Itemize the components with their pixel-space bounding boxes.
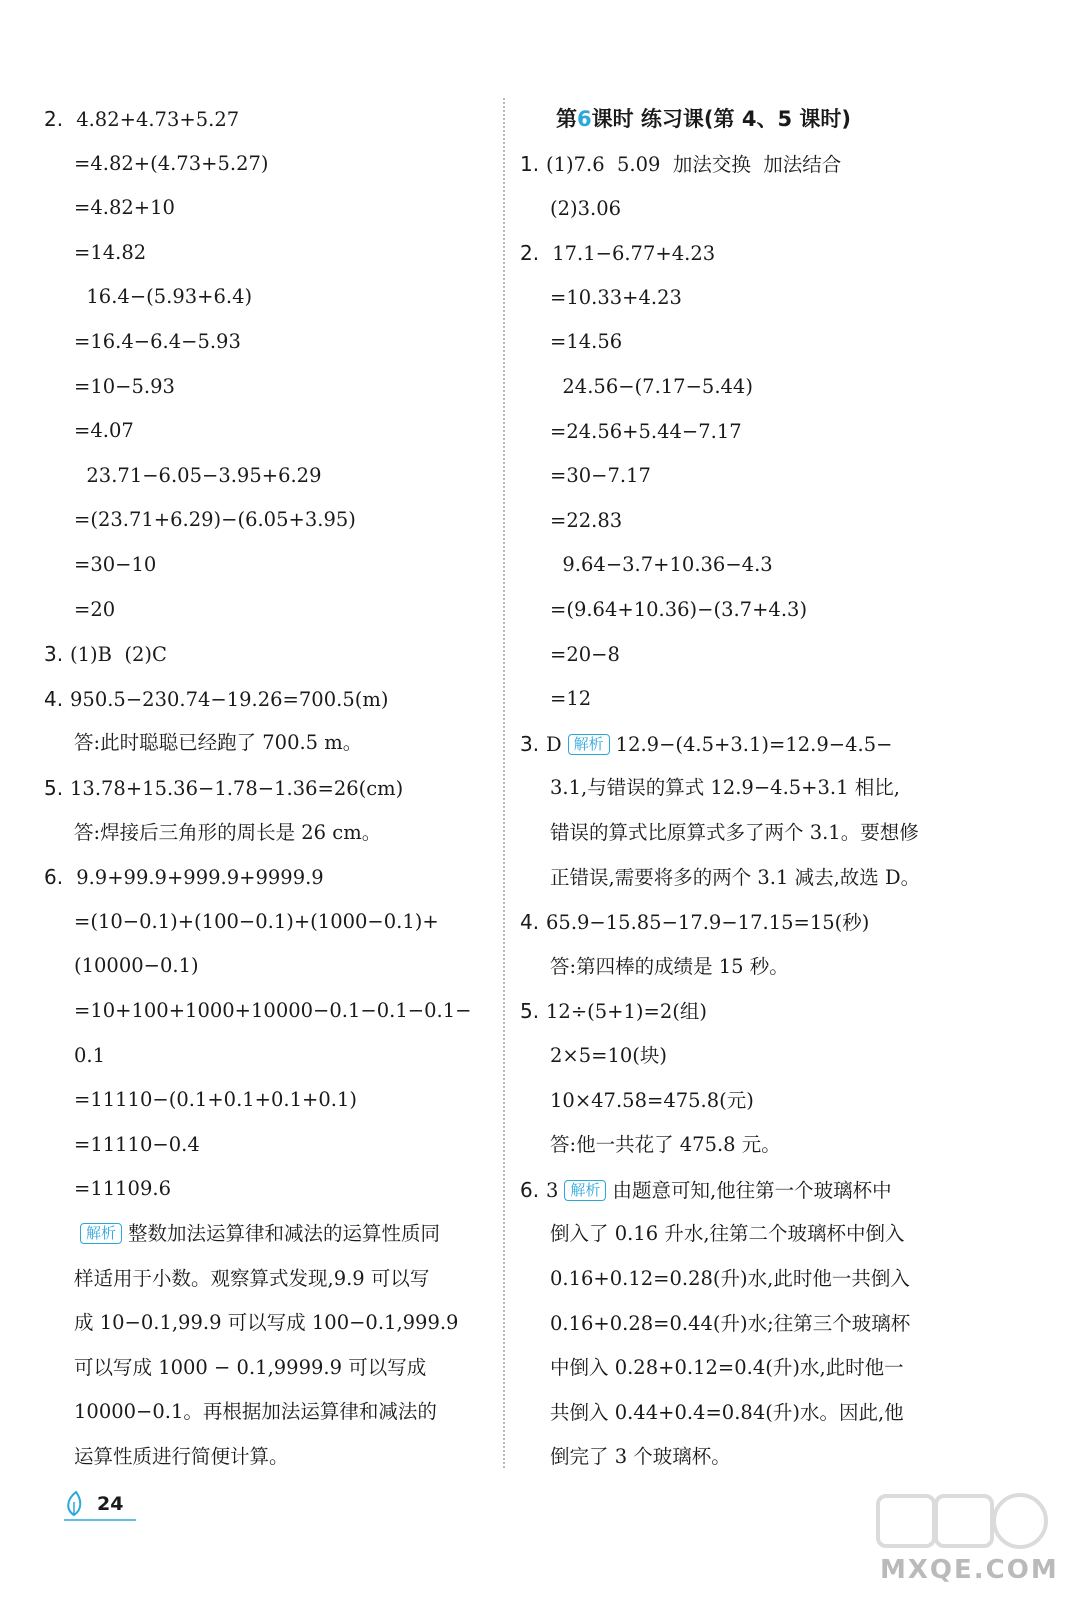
text-line <box>74 597 115 623</box>
line-content: (1)7.6 5.09 加法交换 加法结合 <box>546 153 842 176</box>
line-content: =4.82+(4.73+5.27) <box>74 151 269 175</box>
line-content: =30−7.17 <box>550 464 651 488</box>
question-number: 2. <box>44 107 64 131</box>
text-line <box>74 1132 200 1158</box>
answer-choice: D <box>546 732 562 756</box>
text-line <box>74 1310 458 1336</box>
line-content: =30−10 <box>74 553 157 576</box>
line-content: 答:焊接后三角形的周长是 26 cm。 <box>74 820 382 844</box>
line-content: (1)B (2)C <box>70 643 167 667</box>
line-content: 倒完了 3 个玻璃杯。 <box>550 1445 731 1469</box>
text-line <box>550 1400 904 1426</box>
text-line <box>550 954 789 980</box>
text-line <box>44 641 167 668</box>
answer-choice: 3 <box>546 1178 559 1202</box>
text-line <box>550 642 620 668</box>
text-line <box>550 508 622 534</box>
text-line <box>550 686 591 712</box>
text-line <box>74 463 322 489</box>
line-content: 成 10−0.1,99.9 可以写成 100−0.1,999.9 <box>74 1311 459 1335</box>
line-content: =24.56+5.44−7.17 <box>550 419 742 443</box>
text-line <box>44 864 324 891</box>
text-line <box>550 1311 910 1337</box>
line-content: =10.33+4.23 <box>550 285 682 309</box>
analysis-badge: 解析 <box>80 1223 122 1244</box>
text-line <box>74 820 381 846</box>
text-line <box>520 998 707 1025</box>
text-line <box>74 195 175 221</box>
line-content: 由题意可知,他往第一个玻璃杯中 <box>612 1178 892 1202</box>
line-content: 12.9−(4.5+3.1)=12.9−4.5− <box>615 732 893 756</box>
text-line <box>74 329 241 355</box>
line-content: 答:第四棒的成绩是 15 秒。 <box>550 954 789 978</box>
line-content: 0.1 <box>74 1043 106 1067</box>
line-content: =(9.64+10.36)−(3.7+4.3) <box>550 598 808 621</box>
text-line <box>520 731 892 758</box>
line-content: =14.82 <box>74 240 147 264</box>
line-content: 65.9−15.85−17.9−17.15=15(秒) <box>546 911 870 935</box>
text-line <box>550 374 753 400</box>
line-content: 17.1−6.77+4.23 <box>546 242 716 266</box>
heading-title: 课时 练习课(第 4、5 课时) <box>591 107 851 131</box>
line-content: =11110−(0.1+0.1+0.1+0.1) <box>74 1088 357 1112</box>
text-line <box>74 552 156 578</box>
line-content: (10000−0.1) <box>74 954 199 978</box>
line-content: 13.78+15.36−1.78−1.36=26(cm) <box>70 777 404 800</box>
question-number: 6. <box>44 865 64 890</box>
text-line <box>74 1221 440 1247</box>
line-content: 中倒入 0.28+0.12=0.4(升)水,此时他一 <box>550 1356 904 1380</box>
line-content: 可以写成 1000 − 0.1,9999.9 可以写成 <box>74 1355 427 1379</box>
line-content: =10+100+1000+10000−0.1−0.1−0.1− <box>74 999 472 1022</box>
line-content: 16.4−(5.93+6.4) <box>74 285 253 309</box>
line-content: =4.82+10 <box>74 196 175 220</box>
line-content: 9.9+99.9+999.9+9999.9 <box>70 866 324 890</box>
line-content: 2×5=10(块) <box>550 1044 668 1067</box>
question-number: 4. <box>520 910 540 935</box>
question-number: 3. <box>520 731 540 756</box>
text-line <box>74 1087 357 1113</box>
text-line <box>520 151 841 178</box>
text-line <box>550 1088 754 1114</box>
text-line <box>74 953 199 979</box>
watermark-text: MXQE.COM <box>880 1555 1059 1585</box>
text-line <box>74 1176 171 1202</box>
line-content: 倒入了 0.16 升水,往第二个玻璃杯中倒入 <box>550 1222 905 1246</box>
text-line <box>74 1355 426 1381</box>
text-line <box>74 909 439 935</box>
line-content: =20 <box>74 597 116 621</box>
text-line <box>74 418 134 444</box>
line-content: 950.5−230.74−19.26=700.5(m) <box>70 687 389 711</box>
line-content: 0.16+0.28=0.44(升)水;往第三个玻璃杯 <box>550 1311 911 1335</box>
text-line <box>44 106 239 133</box>
analysis-badge: 解析 <box>568 734 610 755</box>
line-content: 答:此时聪聪已经跑了 700.5 m。 <box>74 731 363 755</box>
line-content: 10000−0.1。再根据加法运算律和减法的 <box>74 1400 437 1424</box>
question-number: 2. <box>520 241 540 266</box>
text-line <box>550 1355 904 1381</box>
line-content: 答:他一共花了 475.8 元。 <box>550 1133 781 1157</box>
line-content: 正错误,需要将多的两个 3.1 减去,故选 D。 <box>550 865 921 889</box>
question-number: 1. <box>520 152 540 176</box>
analysis-badge: 解析 <box>564 1180 606 1201</box>
line-content: 9.64−3.7+10.36−4.3 <box>550 553 773 577</box>
text-line <box>44 686 388 713</box>
text-line <box>550 1043 667 1069</box>
heading-prefix: 第 <box>556 107 577 131</box>
text-line <box>520 909 869 936</box>
text-line <box>74 1043 105 1069</box>
text-line <box>550 285 682 311</box>
line-content: =11109.6 <box>74 1177 171 1201</box>
line-content: 4.82+4.73+5.27 <box>70 108 240 131</box>
column-divider <box>503 98 505 1468</box>
text-line <box>74 1266 429 1292</box>
text-line <box>550 1221 905 1247</box>
line-content: =16.4−6.4−5.93 <box>74 330 241 353</box>
line-content: 0.16+0.12=0.28(升)水,此时他一共倒入 <box>550 1267 910 1290</box>
line-content: =(23.71+6.29)−(6.05+3.95) <box>74 508 356 532</box>
text-line <box>74 284 252 310</box>
line-content: =11110−0.4 <box>74 1132 200 1156</box>
text-line <box>550 419 742 445</box>
text-line <box>550 552 773 578</box>
text-line <box>550 329 622 355</box>
line-content: (2)3.06 <box>550 196 622 220</box>
text-line <box>520 1177 892 1204</box>
line-content: 24.56−(7.17−5.44) <box>550 375 753 398</box>
text-line <box>550 820 919 846</box>
text-line <box>74 1399 437 1425</box>
question-number: 5. <box>44 776 64 800</box>
line-content: 错误的算式比原算式多了两个 3.1。要想修 <box>550 821 919 844</box>
question-number: 5. <box>520 999 540 1024</box>
line-content: =20−8 <box>550 642 620 666</box>
question-number: 6. <box>520 1177 540 1202</box>
text-line <box>520 240 715 267</box>
line-content: =10−5.93 <box>74 374 175 398</box>
text-line <box>550 1444 731 1470</box>
line-content: =12 <box>550 687 592 711</box>
heading-number: 6 <box>577 107 592 131</box>
lesson-heading <box>556 103 851 133</box>
line-content: 3.1,与错误的算式 12.9−4.5+3.1 相比, <box>550 776 900 800</box>
line-content: 10×47.58=475.8(元) <box>550 1088 754 1112</box>
text-line <box>74 374 175 400</box>
text-line <box>74 1444 289 1470</box>
question-number: 4. <box>44 686 64 711</box>
line-content: 运算性质进行简便计算。 <box>74 1445 289 1468</box>
text-line <box>74 151 269 177</box>
text-line <box>550 463 651 489</box>
line-content: 整数加法运算律和减法的运算性质同 <box>128 1222 441 1245</box>
page-number: 24 <box>97 1493 124 1515</box>
line-content: 共倒入 0.44+0.4=0.84(升)水。因此,他 <box>550 1400 904 1424</box>
text-line <box>74 998 471 1024</box>
line-content: =22.83 <box>550 508 623 532</box>
text-line <box>550 1266 910 1292</box>
text-line <box>550 196 621 222</box>
line-content: 23.71−6.05−3.95+6.29 <box>74 463 322 487</box>
text-line <box>550 865 920 891</box>
line-content: =4.07 <box>74 419 134 443</box>
text-line <box>74 240 146 266</box>
text-line <box>550 597 807 623</box>
text-line <box>74 730 362 756</box>
text-line <box>44 775 403 802</box>
line-content: 样适用于小数。观察算式发现,9.9 可以写 <box>74 1266 430 1290</box>
question-number: 3. <box>44 642 64 667</box>
text-line <box>550 775 900 801</box>
text-line <box>550 1132 781 1158</box>
text-line <box>74 507 356 533</box>
line-content: =(10−0.1)+(100−0.1)+(1000−0.1)+ <box>74 909 439 933</box>
line-content: =14.56 <box>550 330 623 354</box>
line-content: 12÷(5+1)=2(组) <box>546 1000 707 1024</box>
